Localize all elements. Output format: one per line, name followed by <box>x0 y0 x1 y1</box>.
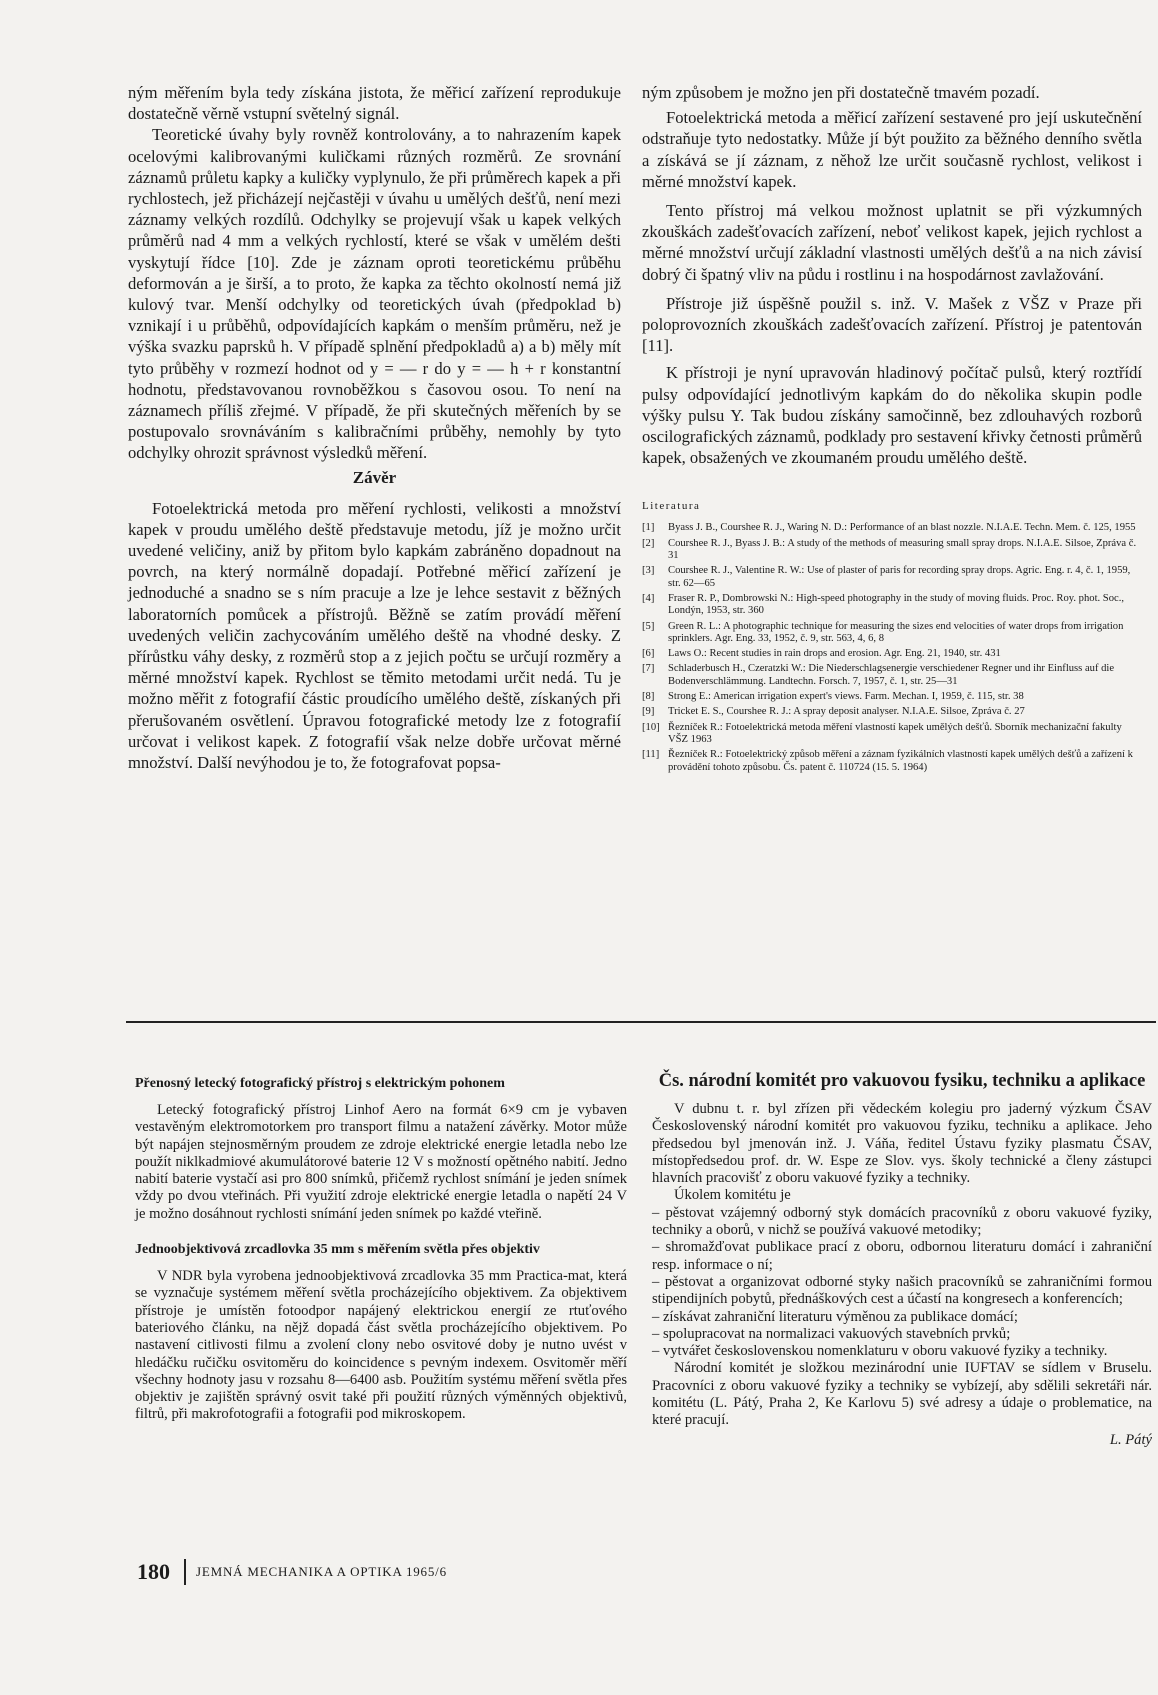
paragraph-conclusion: Fotoelektrická metoda pro měření rychlosti, velikosti a množství kapek v proudu umělého deště představuje metodu, jíž je možno určit uvedené veličiny, aniž by přitom bylo kapkám zabráněno dopadnout na povrch, na který normálně dopadají. Potřebné měřicí zařízení je jednoduché a snadno se s ním pracuje a lze je lehce sestavit z běžných laboratorních pomůcek a přístrojů. Běžně se zatím provádí měření uvedených veličin zachycováním umělého deště na vhodné desky. Z přírůstku váhy desky, z rozměrů stop a z jejich počtu se určují rozměry a měrné množství kapek. Rychlost se těmito metodami určit nedá. Tu je možno měřit z fotografií částic proudícího umělého deště, získaných při přerušovaném osvětlení. Úpravou fotografické metody lze z fotografií určovat i velikost kapek. Z fotografií však nelze dobře určovat měrné množství. Další nevýhodou je to, že fotografovat popsa- <box>128 498 621 773</box>
reference-item: [7] Schladerbusch H., Czeratzki W.: Die Niederschlagsenergie verschiedener Regner und ihr Einfluss auf die Bodenverschlämmung. Landtechn. Forsch. 7, 1957, č. 1, str. 25—31 <box>642 663 1115 687</box>
article-heading: Čs. národní komitét pro vakuovou fysiku, techniku a aplikace <box>658 1071 1146 1091</box>
reference-item: [4] Fraser R. P., Dombrowski N.: High-speed photography in the study of moving fluids. Proc. Roy. phot. Soc., Londýn, 1953, str. 360 <box>642 592 1124 617</box>
task-item: – pěstovat a organizovat odborné styky našich pracovníků se zahraničními formou stipendijních pobytů, přednáškových cest a účastí na kongresech a konferencích; <box>652 1273 1152 1308</box>
literature-heading: Literatura <box>642 500 701 513</box>
reference-item: [6] Laws O.: Recent studies in rain drops and erosion. Agr. Eng. 21, 1940, str. 431 <box>642 648 1001 660</box>
right-column <box>642 82 1142 777</box>
task-item: – spolupracovat na normalizaci vakuových stavebních prvků; <box>652 1325 1011 1342</box>
article-heading: Jednoobjektivová zrcadlovka 35 mm s měřením světla přes objektiv <box>135 1242 540 1258</box>
article-text: Úkolem komitétu je <box>674 1187 791 1204</box>
paragraph: Teoretické úvahy byly rovněž kontrolovány, a to nahrazením kapek ocelovými kalibrovanými kuličkami různých rozměrů. Ze srovnání záznamů průletu kapky a kuličky vyplynulo, že při průměrech kapek a při rychlostech, jež přicházejí nejčastěji v úvahu u umělých dešťů, není mezi záznamy velkých rozdílů. Odchylky se projevují však u kapek velkých průměrů nad 4 mm a velkých rychlostí, které se však v umělém dešti vyskytují řídce [10]. Zde je záznam oproti teoretickému průběhu deformován a je širší, a to proto, že kapka za těchto okolností nemá již kulový tvar. Menší odchylky od teoretických úvah (předpoklad b) vznikají i u průběhů, odpovídajících kapkám o menším průměru, než je výška svazku paprsků h. V případě splnění předpokladů a) a b) měly mít tyto průběhy v rozmezí hodnot od y = — r do y = — h + r konstantní hodnotu, představovanou rovnoběžkou s časovou osou. To není na záznamech příliš zřejmé. V případě, že při skutečných měřeních by se postupovalo srovnáváním s kalibračními průběhy, nemohly by tyto odchylky ohrozit správnost výsledků měření. <box>128 125 621 463</box>
page-footer <box>137 1559 447 1585</box>
reference-list <box>642 522 1142 773</box>
reference-item: [1] Byass J. B., Courshee R. J., Waring N. D.: Performance of an blast nozzle. N.I.A.E. Techn. Mem. č. 125, 1955 <box>642 522 1136 534</box>
paragraph: Přístroje již úspěšně použil s. inž. V. Mašek z VŠZ v Praze při poloprovozních zkouškách zadešťovacích zařízení. Přístroj je patentován [11]. <box>642 293 1142 356</box>
paragraph: Tento přístroj má velkou možnost uplatnit se při výzkumných zkouškách zadešťovacích zařízení, neboť velikost kapek, jejich rychlost a měrné množství určují základní vlastnosti umělých dešťů a na nich závisí dobrý či špatný vliv na půdu i rostlinu i na hospodárnost zavlažování. <box>642 201 1142 284</box>
article-text: Letecký fotografický přístroj Linhof Aero na formát 6×9 cm je vybaven vestavěným elektromotorkem pro transport filmu a natažení závěrky. Motor může být napájen stejnosměrným proudem ze zdroje elektrické energie letadla nebo lze použít niklkadmiové akumulátorové baterie 12 V s možností opětného nabití. Jedno nabití baterie vystačí asi pro 800 snímků, přičemž rychlost snímání je jeden snímek vždy po dvou vteřinách. Při využití zdroje elektrické energie letadla o napětí 24 V je možno dosáhnout rychlosti snímání jeden snímek po každé vteřině. <box>135 1102 627 1222</box>
bottom-right-column <box>652 1070 1152 1449</box>
task-item: – vytvářet československou nomenklaturu v oboru vakuové fyziky a techniky. <box>652 1343 1108 1360</box>
footer-divider <box>184 1559 186 1585</box>
section-divider <box>126 1021 1156 1023</box>
reference-item: [9] Tricket E. S., Courshee R. J.: A spray deposit analyser. N.I.A.E. Silsoe, Zpráva č. 27 <box>642 706 1025 718</box>
section-heading-conclusion: Závěr <box>352 467 397 487</box>
reference-item: [3] Courshee R. J., Valentine R. W.: Use of plaster of paris for recording spray drops. Agric. Eng. r. 4, č. 1, 1959, str. 62—65 <box>642 565 1131 589</box>
journal-title: JEMNÁ MECHANIKA A OPTIKA 1965/6 <box>196 1564 447 1579</box>
bottom-left-column <box>135 1075 627 1424</box>
left-column <box>128 82 621 773</box>
page-number: 180 <box>137 1559 170 1584</box>
reference-item: [2] Courshee R. J., Byass J. B.: A study of the methods of measuring small spray drops. N.I.A.E. Silsoe, Zpráva č. 31 <box>642 537 1137 562</box>
paragraph: Fotoelektrická metoda a měřicí zařízení sestavené pro její uskutečnění odstraňuje tyto nedostatky. Může jí být použito za běžného denního světla a získává se jí záznam, z něhož lze určit současně rychlost, velikost i měrné množství kapek. <box>642 108 1142 191</box>
task-item: – získávat zahraniční literaturu výměnou za publikace domácí; <box>652 1308 1018 1325</box>
task-item: – shromažďovat publikace prací z oboru, odbornou literaturu domácí i zahraniční resp. informace o ní; <box>652 1239 1152 1273</box>
article-text: Národní komitét je složkou mezinárodní unie IUFTAV se sídlem v Bruselu. Pracovníci z oboru vakuové fyziky a techniky se vybízejí, aby sdělili sekretáři nár. komitétu (L. Pátý, Praha 2, Ke Karlovu 5) své adresy a údaje o problematice, na které pracují. <box>652 1360 1152 1429</box>
reference-item: [5] Green R. L.: A photographic technique for measuring the sizes end velocities of water drops from irrigation sprinklers. Agr. Eng. 33, 1952, č. 9, str. 563, 4, 6, 8 <box>642 620 1124 644</box>
reference-item: [10] Řezníček R.: Fotoelektrická metoda měření vlastností kapek umělých dešťů. Sborník mechanizační fakulty VŠZ 1963 <box>642 721 1122 745</box>
article-text: V NDR byla vyrobena jednoobjektivová zrcadlovka 35 mm Practica-mat, která se vyznačuje systémem měření světla procházejícího objektivem. Za objektivem přístroje je umístěn fotoodpor napájený elektrickou energií ze rtuťového bateriového článku, na nějž dopadá část světla procházejícího objektivem. Po nastavení citlivosti filmu a zvolení clony nebo osvitové doby je nutno uvést v hledáčku ručičku osvitoměru do koincidence s pevným indexem. Osvitoměr měří všechny hodnoty jasu v rozsahu 8—6400 asb. Použitím systému měření světla přes objektiv je zajištěn správný osvit také při použití různých výměnných objektivů, filtrů, při makrofotografii a fotografii pod mikroskopem. <box>135 1268 627 1423</box>
signature: L. Pátý <box>1109 1431 1152 1448</box>
paragraph: K přístroji je nyní upravován hladinový počítač pulsů, který roztřídí pulsy odpovídající jednotlivým kapkám do do několika skupin podle výšky pulsu Y. Tak budou získány samočinně, bez zdlouhavých rozborů oscilografických záznamů, podklady pro sestavení křivky četnosti průměrů kapek, obsažených ve zkoumaném proudu umělého deště. <box>642 363 1142 468</box>
reference-item: [11] Řezníček R.: Fotoelektrický způsob měření a záznam fyzikálních vlastností kapek umělých dešťů a zařízení k provádění tohoto způsobu. Čs. patent č. 110724 (15. 5. 1964) <box>642 749 1133 773</box>
task-item: – pěstovat vzájemný odborný styk domácích pracovníků z oboru vakuové fyziky, techniky a oborů, v nichž se používá vakuové metodiky; <box>652 1204 1152 1239</box>
paragraph: ným způsobem je možno jen při dostatečně tmavém pozadí. <box>642 83 1040 102</box>
paragraph: ným měřením byla tedy získána jistota, že měřicí zařízení reprodukuje dostatečně věrně vstupní světelný signál. <box>128 83 621 124</box>
article-heading: Přenosný letecký fotografický přístroj s elektrickým pohonem <box>135 1076 505 1091</box>
article-text: V dubnu t. r. byl zřízen při vědeckém kolegiu pro jaderný výzkum ČSAV Československý národní komitét pro vakuovou fyziku, techniku a aplikace. Jeho předsedou byl jmenován inž. J. Váňa, ředitel Ústavu fyziky plasmatu ČSAV, místopředsedou prof. dr. W. Espe ze Slov. vys. školy technické a členy zástupci hlavních pracovišť z oboru vakuové fyziky a techniky. <box>652 1101 1152 1187</box>
reference-item: [8] Strong E.: American irrigation expert's views. Farm. Mechan. I, 1959, č. 115, str. 38 <box>642 691 1024 703</box>
